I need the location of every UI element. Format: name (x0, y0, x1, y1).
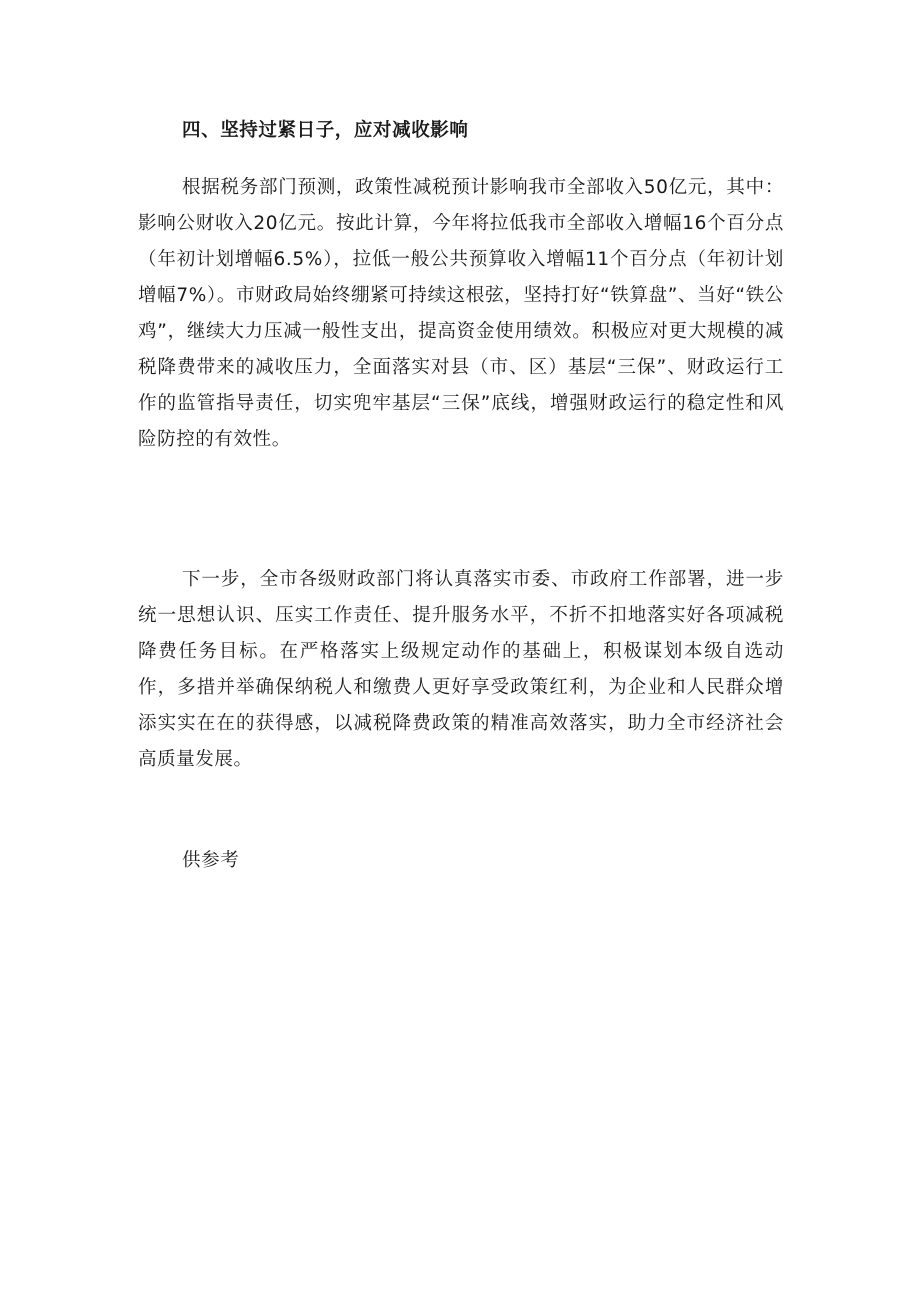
paragraph-revenue-impact: 根据税务部门预测，政策性减税预计影响我市全部收入50亿元，其中：影响公财收入20亿元。按此计算，今年将拉低我市全部收入增幅16个百分点（年初计划增幅6.5%），拉低一般公共预算收入增幅11个百分点（年初计划增幅7%）。市财政局始终绷紧可持续这根弦，坚持打好“铁算盘”、当好“铁公鸡”，继续大力压减一般性支出，提高资金使用绩效。积极应对更大规模的减税降费带来的减收压力，全面落实对县（市、区）基层“三保”、财政运行工作的监管指导责任，切实兜牢基层“三保”底线，增强财政运行的稳定性和风险防控的有效性。 (138, 177, 784, 450)
closing-note: 供参考 (182, 850, 240, 871)
section-heading: 四、坚持过紧日子，应对减收影响 (182, 120, 469, 141)
paragraph-next-steps: 下一步，全市各级财政部门将认真落实市委、市政府工作部署，进一步统一思想认识、压实工作责任、提升服务水平，不折不扣地落实好各项减税降费任务目标。在严格落实上级规定动作的基础上，积极谋划本级自选动作，多措并举确保纳税人和缴费人更好享受政策红利，为企业和人民群众增添实实在在的获得感，以减税降费政策的精准高效落实，助力全市经济社会高质量发展。 (138, 569, 784, 770)
